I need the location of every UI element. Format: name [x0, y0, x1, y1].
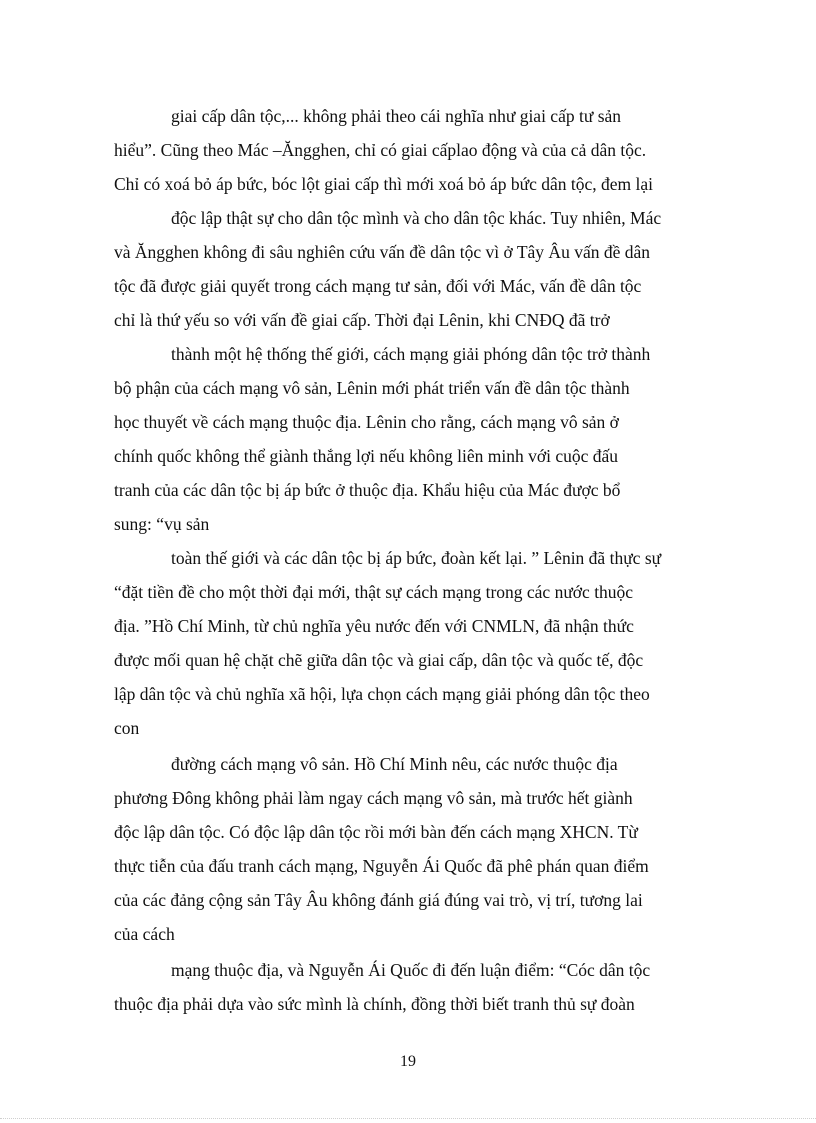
text-line: của cách	[114, 924, 175, 944]
text-line: tộc đã được giải quyết trong cách mạng tư sản, đối với Mác, vấn đề dân tộc	[114, 276, 642, 296]
text-line: thuộc địa phải dựa vào sức mình là chính, đồng thời biết tranh thủ sự đoàn	[114, 994, 635, 1014]
text-line: Chỉ có xoá bỏ áp bức, bóc lột giai cấp thì mới xoá bỏ áp bức dân tộc, đem lại	[114, 174, 653, 194]
text-line: thực tiễn của đấu tranh cách mạng, Nguyễn Ái Quốc đã phê phán quan điểm	[114, 856, 649, 876]
text-line: hiểu”. Cũng theo Mác –Ăngghen, chỉ có giai cấplao động và của cả dân tộc.	[114, 140, 647, 160]
page-bottom-divider	[0, 1118, 816, 1119]
text-line: mạng thuộc địa, và Nguyễn Ái Quốc đi đến luận điểm: “Cóc dân tộc	[171, 960, 651, 980]
text-line: học thuyết về cách mạng thuộc địa. Lênin cho rằng, cách mạng vô sản ở	[114, 412, 619, 432]
text-line: toàn thế giới và các dân tộc bị áp bức, đoàn kết lại. ” Lênin đã thực sự	[171, 548, 662, 568]
text-line: địa. ”Hồ Chí Minh, từ chủ nghĩa yêu nước đến với CNMLN, đã nhận thức	[114, 616, 634, 636]
text-line: và Ăngghen không đi sâu nghiên cứu vấn đề dân tộc vì ở Tây Âu vấn đề dân	[114, 242, 650, 262]
text-line: sung: “vụ sản	[114, 514, 210, 534]
text-line: giai cấp dân tộc,... không phải theo cái nghĩa như giai cấp tư sản	[171, 106, 622, 126]
text-line: lập dân tộc và chủ nghĩa xã hội, lựa chọn cách mạng giải phóng dân tộc theo	[114, 684, 650, 704]
text-line: độc lập thật sự cho dân tộc mình và cho dân tộc khác. Tuy nhiên, Mác	[171, 208, 662, 228]
text-line: của các đảng cộng sản Tây Âu không đánh giá đúng vai trò, vị trí, tương lai	[114, 890, 643, 910]
text-line: “đặt tiền đề cho một thời đại mới, thật sự cách mạng trong các nước thuộc	[114, 582, 634, 602]
page-number: 19	[400, 1053, 416, 1070]
text-line: được mối quan hệ chặt chẽ giữa dân tộc và giai cấp, dân tộc và quốc tế, độc	[114, 650, 644, 670]
text-line: đường cách mạng vô sản. Hồ Chí Minh nêu, các nước thuộc địa	[171, 754, 618, 774]
text-line: chính quốc không thể giành thắng lợi nếu không liên minh với cuộc đấu	[114, 446, 619, 466]
text-line: tranh của các dân tộc bị áp bức ở thuộc địa. Khẩu hiệu của Mác được bổ	[114, 480, 621, 500]
text-line: chỉ là thứ yếu so với vấn đề giai cấp. Thời đại Lênin, khi CNĐQ đã trở	[114, 310, 610, 330]
text-line: bộ phận của cách mạng vô sản, Lênin mới phát triển vấn đề dân tộc thành	[114, 378, 630, 398]
text-line: thành một hệ thống thế giới, cách mạng giải phóng dân tộc trở thành	[171, 344, 651, 364]
text-line: con	[114, 718, 140, 738]
text-line: phương Đông không phải làm ngay cách mạng vô sản, mà trước hết giành	[114, 788, 633, 808]
text-line: độc lập dân tộc. Có độc lập dân tộc rồi mới bàn đến cách mạng XHCN. Từ	[114, 822, 638, 842]
